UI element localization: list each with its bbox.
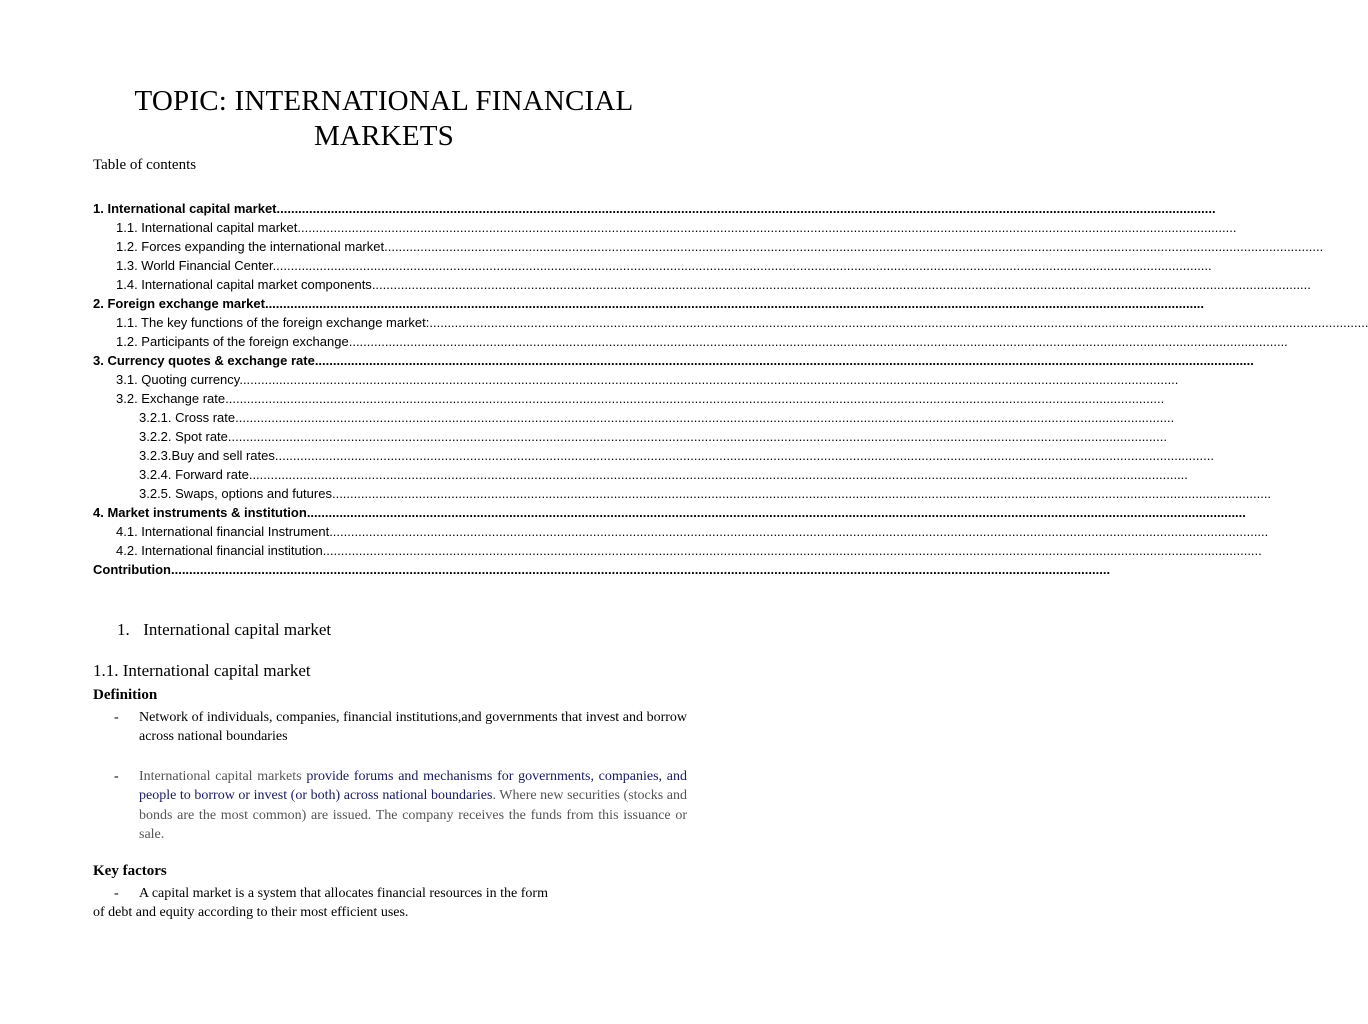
toc-dot-leader: .................................................................................................................................................................................................................................................................... — [297, 220, 1237, 235]
toc-dot-leader: .................................................................................................................................................................................................................................................................... — [170, 562, 1111, 577]
toc-entry[interactable] — [93, 313, 1368, 332]
toc-entry[interactable] — [93, 332, 1288, 351]
section-1-title: International capital market — [143, 620, 332, 639]
key-factors-label: Key factors — [93, 863, 167, 879]
toc-entry[interactable] — [93, 256, 1212, 275]
toc-dot-leader: .................................................................................................................................................................................................................................................................... — [225, 391, 1165, 406]
toc-entry-label: 4. Market instruments & institution — [93, 505, 307, 520]
toc-dot-leader: .................................................................................................................................................................................................................................................................... — [384, 239, 1324, 254]
section-1-heading — [117, 620, 331, 640]
toc-entry-label: 1.1. The key functions of the foreign exchange market: — [116, 315, 430, 330]
toc-entry-label: Contribution — [93, 562, 171, 577]
toc-entry[interactable] — [93, 389, 1165, 408]
toc-dot-leader: .................................................................................................................................................................................................................................................................... — [371, 277, 1311, 292]
toc-entry[interactable] — [93, 465, 1188, 484]
toc-entry[interactable] — [93, 522, 1269, 541]
toc-dot-leader: .................................................................................................................................................................................................................................................................... — [306, 505, 1246, 520]
section-1-1-heading: 1.1. International capital market — [93, 661, 311, 680]
toc-dot-leader: .................................................................................................................................................................................................................................................................... — [272, 258, 1212, 273]
toc-dot-leader: .................................................................................................................................................................................................................................................................... — [329, 524, 1269, 539]
table-of-contents — [93, 199, 1368, 579]
toc-entry-label: 1.1. International capital market — [116, 220, 298, 235]
toc-dot-leader: .................................................................................................................................................................................................................................................................... — [239, 372, 1179, 387]
toc-dot-leader: .................................................................................................................................................................................................................................................................... — [264, 296, 1205, 311]
toc-entry-label: 2. Foreign exchange market — [93, 296, 265, 311]
section-1-number: 1. — [117, 620, 130, 639]
toc-entry-label: 3.2.1. Cross rate — [139, 410, 236, 425]
bullet-text: A capital market is a system that allocates financial resources in the form — [139, 886, 548, 901]
toc-entry-label: 3.1. Quoting currency — [116, 372, 240, 387]
toc-entry[interactable] — [93, 408, 1175, 427]
bullet-dash: - — [114, 710, 119, 725]
bullet-text-part-1: International capital markets — [139, 769, 302, 784]
toc-dot-leader: .................................................................................................................................................................................................................................................................... — [248, 467, 1188, 482]
bullet-text-part-3: . Where new securities (stocks and bonds are the most common) are issued. The company receives the funds from this issuance or sale. — [139, 788, 687, 842]
toc-heading: Table of contents — [93, 157, 197, 173]
toc-dot-leader: .................................................................................................................................................................................................................................................................... — [227, 429, 1167, 444]
toc-dot-leader: .................................................................................................................................................................................................................................................................... — [322, 543, 1262, 558]
toc-entry[interactable] — [93, 541, 1262, 560]
toc-entry[interactable] — [93, 427, 1167, 446]
toc-dot-leader: .................................................................................................................................................................................................................................................................... — [274, 448, 1214, 463]
title-line-2: MARKETS — [314, 120, 454, 152]
toc-entry-label: 1.2. Participants of the foreign exchange — [116, 334, 349, 349]
toc-entry[interactable] — [93, 275, 1311, 294]
toc-dot-leader: .................................................................................................................................................................................................................................................................... — [331, 486, 1272, 501]
toc-entry-label: 3.2.2. Spot rate — [139, 429, 228, 444]
toc-entry[interactable] — [93, 294, 1205, 313]
toc-entry[interactable] — [93, 560, 1111, 579]
bullet-dash: - — [114, 886, 119, 901]
toc-entry-label: 3.2. Exchange rate — [116, 391, 226, 406]
toc-entry[interactable] — [93, 218, 1237, 237]
toc-entry[interactable] — [93, 503, 1246, 522]
toc-entry-label: 4.2. International financial institution — [116, 543, 323, 558]
toc-entry[interactable] — [93, 484, 1272, 503]
key-factors-bullet-continuation: of debt and equity according to their most efficient uses. — [93, 905, 409, 920]
toc-entry-label: 3.2.4. Forward rate — [139, 467, 249, 482]
toc-dot-leader: .................................................................................................................................................................................................................................................................... — [348, 334, 1288, 349]
bullet-text: Network of individuals, companies, financial institutions,and governments that invest and borrow across national boundaries — [139, 710, 687, 745]
toc-entry[interactable] — [93, 446, 1214, 465]
definition-label: Definition — [93, 687, 158, 703]
bullet-text-part-2: provide forums and mechanisms for governments, companies, and people to borrow or invest (or both) across national boundaries — [139, 769, 687, 804]
toc-entry-label: 3.2.5. Swaps, options and futures — [139, 486, 332, 501]
toc-dot-leader: .................................................................................................................................................................................................................................................................... — [429, 315, 1368, 330]
toc-dot-leader: .................................................................................................................................................................................................................................................................... — [235, 410, 1175, 425]
toc-entry-label: 1.2. Forces expanding the international market — [116, 239, 385, 254]
toc-entry-label: 1. International capital market — [93, 201, 277, 216]
bullet-dash: - — [114, 769, 119, 784]
toc-entry-label: 1.3. World Financial Center — [116, 258, 273, 273]
toc-entry-label: 3. Currency quotes & exchange rate — [93, 353, 315, 368]
toc-entry[interactable] — [93, 199, 1216, 218]
toc-entry-label: 4.1. International financial Instrument — [116, 524, 330, 539]
toc-entry[interactable] — [93, 351, 1254, 370]
toc-entry[interactable] — [93, 237, 1324, 256]
document-title — [0, 84, 768, 154]
toc-dot-leader: .................................................................................................................................................................................................................................................................... — [276, 201, 1216, 216]
bullet-text — [139, 767, 687, 844]
toc-entry[interactable] — [93, 370, 1179, 389]
toc-entry-label: 1.4. International capital market components — [116, 277, 372, 292]
title-line-1: TOPIC: INTERNATIONAL FINANCIAL — [134, 85, 634, 117]
toc-dot-leader: .................................................................................................................................................................................................................................................................... — [314, 353, 1254, 368]
toc-entry-label: 3.2.3.Buy and sell rates — [139, 448, 275, 463]
